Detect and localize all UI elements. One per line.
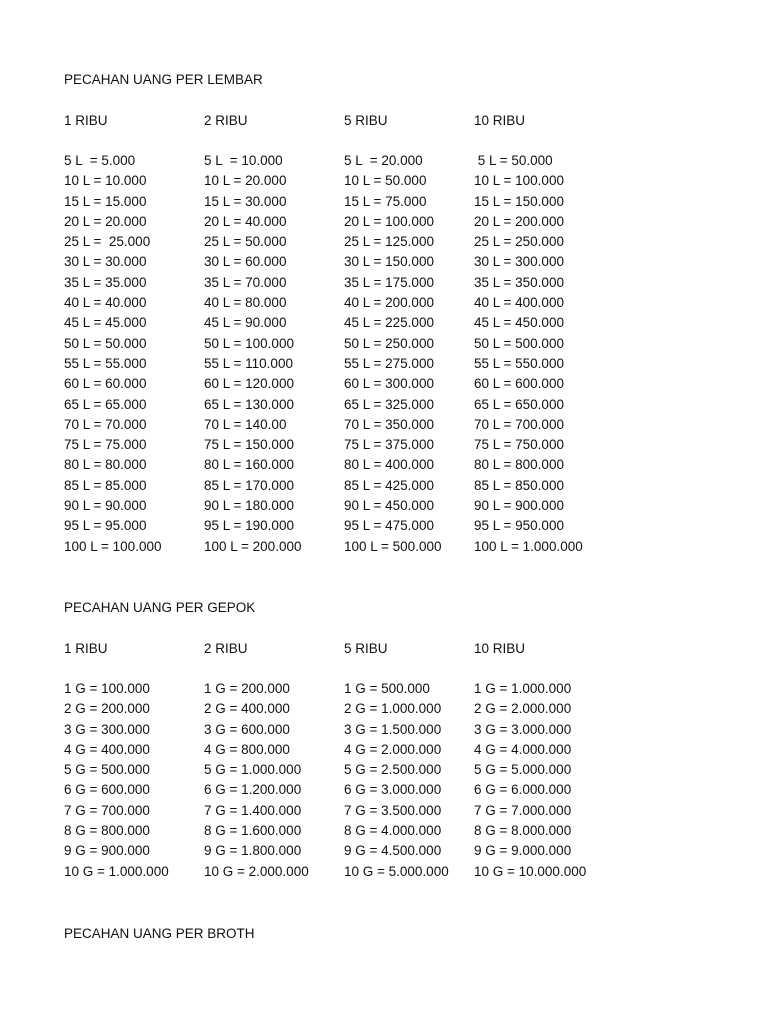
table-row	[64, 516, 704, 536]
table-cell: 90 L = 180.000	[204, 498, 294, 514]
table-cell: 4 G = 2.000.000	[344, 741, 442, 757]
table-row	[64, 395, 704, 415]
table-row	[64, 334, 704, 354]
table-cell: 60 L = 600.000	[474, 376, 564, 392]
table-cell: 7 G = 700.000	[64, 802, 150, 818]
table-cell: 60 L = 300.000	[344, 376, 434, 392]
table-cell: 40 L = 40.000	[64, 295, 147, 311]
table-row	[64, 679, 704, 699]
table-cell: 30 L = 300.000	[474, 254, 564, 270]
table-row	[64, 720, 704, 740]
table-cell: 25 L = 50.000	[204, 234, 287, 250]
table-cell: 100 L = 100.000	[64, 538, 162, 554]
table-cell: 55 L = 275.000	[344, 355, 434, 371]
table-row	[64, 699, 704, 719]
table-cell: 4 G = 400.000	[64, 741, 150, 757]
table-cell: 2 G = 1.000.000	[344, 701, 442, 717]
column-header: 1 RIBU	[64, 113, 108, 128]
table-cell: 40 L = 400.000	[474, 295, 564, 311]
table-cell: 35 L = 70.000	[204, 274, 287, 290]
table-row	[64, 760, 704, 780]
table-cell: 8 G = 4.000.000	[344, 823, 442, 839]
table-cell: 45 L = 45.000	[64, 315, 147, 331]
column-header-row	[64, 111, 704, 131]
table-cell: 35 L = 35.000	[64, 274, 147, 290]
table-cell: 70 L = 700.000	[474, 416, 564, 432]
table-cell: 3 G = 1.500.000	[344, 721, 442, 737]
table-cell: 3 G = 600.000	[204, 721, 290, 737]
table-cell: 9 G = 4.500.000	[344, 843, 442, 859]
table-cell: 95 L = 95.000	[64, 518, 147, 534]
table-cell: 3 G = 300.000	[64, 721, 150, 737]
table-cell: 40 L = 200.000	[344, 295, 434, 311]
table-cell: 20 L = 100.000	[344, 213, 434, 229]
table-cell: 15 L = 15.000	[64, 193, 147, 209]
table-cell: 5 G = 500.000	[64, 762, 150, 778]
table-row	[64, 252, 704, 272]
table-row	[64, 192, 704, 212]
table-cell: 5 L = 50.000	[474, 153, 553, 168]
table-cell: 25 L = 125.000	[344, 234, 434, 250]
column-header: 10 RIBU	[474, 113, 526, 128]
table-row	[64, 415, 704, 435]
table-cell: 7 G = 7.000.000	[474, 802, 572, 818]
table-cell: 100 L = 500.000	[344, 538, 442, 554]
table-cell: 45 L = 90.000	[204, 315, 287, 331]
table-row	[64, 537, 704, 557]
table-cell: 9 G = 9.000.000	[474, 843, 572, 859]
table-cell: 10 L = 100.000	[474, 173, 564, 189]
table-cell: 45 L = 450.000	[474, 315, 564, 331]
table-cell: 95 L = 190.000	[204, 518, 294, 534]
table-cell: 95 L = 950.000	[474, 518, 564, 534]
table-cell: 65 L = 130.000	[204, 396, 294, 412]
table-cell: 55 L = 550.000	[474, 355, 564, 371]
table-cell: 20 L = 20.000	[64, 213, 147, 229]
table-cell: 30 L = 150.000	[344, 254, 434, 270]
table-row	[64, 801, 704, 821]
table-cell: 5 G = 2.500.000	[344, 762, 442, 778]
table-cell: 85 L = 170.000	[204, 477, 294, 493]
table-cell: 9 G = 900.000	[64, 843, 150, 859]
table-cell: 7 G = 1.400.000	[204, 802, 302, 818]
table-row	[64, 273, 704, 293]
table-row	[64, 171, 704, 191]
table-cell: 25 L = 250.000	[474, 234, 564, 250]
column-header: 5 RIBU	[344, 641, 388, 656]
table-cell: 10 G = 1.000.000	[64, 863, 169, 879]
table-cell: 5 L = 10.000	[204, 153, 283, 168]
table-cell: 8 G = 1.600.000	[204, 823, 302, 839]
table-row	[64, 841, 704, 861]
column-header: 2 RIBU	[204, 641, 248, 656]
column-header: 2 RIBU	[204, 113, 248, 128]
table-row	[64, 293, 704, 313]
section-per-broth	[64, 924, 704, 944]
table-cell: 7 G = 3.500.000	[344, 802, 442, 818]
table-row	[64, 821, 704, 841]
table-cell: 20 L = 200.000	[474, 213, 564, 229]
table-cell: 75 L = 375.000	[344, 437, 434, 453]
table-cell: 10 L = 20.000	[204, 173, 287, 189]
table-cell: 10 G = 5.000.000	[344, 863, 449, 879]
table-row	[64, 212, 704, 232]
table-cell: 1 G = 200.000	[204, 681, 290, 696]
table-row	[64, 374, 704, 394]
spacer	[64, 659, 704, 679]
table-cell: 50 L = 250.000	[344, 335, 434, 351]
table-cell: 85 L = 85.000	[64, 477, 147, 493]
table-cell: 1 G = 500.000	[344, 681, 430, 696]
table-cell: 8 G = 8.000.000	[474, 823, 572, 839]
table-cell: 75 L = 750.000	[474, 437, 564, 453]
spacer	[64, 131, 704, 151]
table-cell: 40 L = 80.000	[204, 295, 287, 311]
table-cell: 80 L = 400.000	[344, 457, 434, 473]
table-cell: 6 G = 1.200.000	[204, 782, 302, 798]
table-cell: 3 G = 3.000.000	[474, 721, 572, 737]
spacer	[64, 618, 704, 639]
table-cell: 50 L = 500.000	[474, 335, 564, 351]
table-cell: 6 G = 6.000.000	[474, 782, 572, 798]
table-cell: 50 L = 50.000	[64, 335, 147, 351]
table-cell: 1 G = 100.000	[64, 681, 150, 696]
table-cell: 10 G = 10.000.000	[474, 863, 587, 879]
table-cell: 6 G = 600.000	[64, 782, 150, 798]
table-cell: 20 L = 40.000	[204, 213, 287, 229]
table-cell: 90 L = 450.000	[344, 498, 434, 514]
table-cell: 8 G = 800.000	[64, 823, 150, 839]
table-cell: 90 L = 90.000	[64, 498, 147, 514]
section-per-gepok	[64, 598, 704, 882]
table-cell: 80 L = 80.000	[64, 457, 147, 473]
table-cell: 35 L = 350.000	[474, 274, 564, 290]
table-cell: 70 L = 140.00	[204, 416, 287, 432]
table-cell: 65 L = 325.000	[344, 396, 434, 412]
table-cell: 5 G = 5.000.000	[474, 762, 572, 778]
table-row	[64, 313, 704, 333]
table-cell: 55 L = 110.000	[204, 355, 293, 371]
table-cell: 65 L = 65.000	[64, 396, 147, 412]
table-cell: 25 L = 25.000	[64, 234, 151, 250]
column-header: 1 RIBU	[64, 641, 108, 656]
table-cell: 5 L = 20.000	[344, 153, 423, 168]
table-row	[64, 780, 704, 800]
table-cell: 2 G = 200.000	[64, 701, 150, 717]
table-row	[64, 740, 704, 760]
table-cell: 15 L = 150.000	[474, 193, 564, 209]
table-cell: 45 L = 225.000	[344, 315, 434, 331]
table-cell: 75 L = 150.000	[204, 437, 294, 453]
section-title: PECAHAN UANG PER GEPOK	[64, 600, 256, 615]
table-cell: 70 L = 350.000	[344, 416, 434, 432]
table-row	[64, 496, 704, 516]
table-cell: 90 L = 900.000	[474, 498, 564, 514]
table-cell: 65 L = 650.000	[474, 396, 564, 412]
table-cell: 80 L = 160.000	[204, 457, 294, 473]
table-cell: 80 L = 800.000	[474, 457, 564, 473]
table-row	[64, 455, 704, 475]
section-per-lembar	[64, 70, 704, 557]
table-cell: 35 L = 175.000	[344, 274, 434, 290]
table-cell: 100 L = 200.000	[204, 538, 302, 554]
table-cell: 4 G = 800.000	[204, 741, 290, 757]
column-header-row	[64, 639, 704, 659]
table-cell: 85 L = 850.000	[474, 477, 564, 493]
table-cell: 6 G = 3.000.000	[344, 782, 442, 798]
table-cell: 10 L = 50.000	[344, 173, 427, 189]
section-title: PECAHAN UANG PER LEMBAR	[64, 72, 263, 87]
table-cell: 60 L = 60.000	[64, 376, 147, 392]
table-cell: 100 L = 1.000.000	[474, 538, 583, 554]
table-cell: 1 G = 1.000.000	[474, 681, 572, 696]
table-cell: 15 L = 30.000	[204, 193, 287, 209]
table-cell: 75 L = 75.000	[64, 437, 147, 453]
table-cell: 9 G = 1.800.000	[204, 843, 302, 859]
table-cell: 70 L = 70.000	[64, 416, 147, 432]
table-cell: 2 G = 2.000.000	[474, 701, 572, 717]
table-cell: 4 G = 4.000.000	[474, 741, 572, 757]
table-cell: 95 L = 475.000	[344, 518, 434, 534]
table-cell: 30 L = 60.000	[204, 254, 287, 270]
table-cell: 50 L = 100.000	[204, 335, 294, 351]
table-cell: 15 L = 75.000	[344, 193, 427, 209]
table-row	[64, 862, 704, 882]
table-cell: 10 G = 2.000.000	[204, 863, 309, 879]
table-cell: 55 L = 55.000	[64, 355, 147, 371]
spacer	[64, 90, 704, 111]
table-cell: 10 L = 10.000	[64, 173, 147, 189]
table-cell: 60 L = 120.000	[204, 376, 294, 392]
table-cell: 30 L = 30.000	[64, 254, 147, 270]
table-row	[64, 354, 704, 374]
table-row	[64, 151, 704, 171]
table-cell: 2 G = 400.000	[204, 701, 290, 717]
table-row	[64, 435, 704, 455]
table-cell: 5 G = 1.000.000	[204, 762, 302, 778]
column-header: 10 RIBU	[474, 641, 526, 656]
column-header: 5 RIBU	[344, 113, 388, 128]
table-row	[64, 476, 704, 496]
table-row	[64, 232, 704, 252]
section-title: PECAHAN UANG PER BROTH	[64, 926, 255, 941]
table-cell: 5 L = 5.000	[64, 153, 136, 168]
table-cell: 85 L = 425.000	[344, 477, 434, 493]
